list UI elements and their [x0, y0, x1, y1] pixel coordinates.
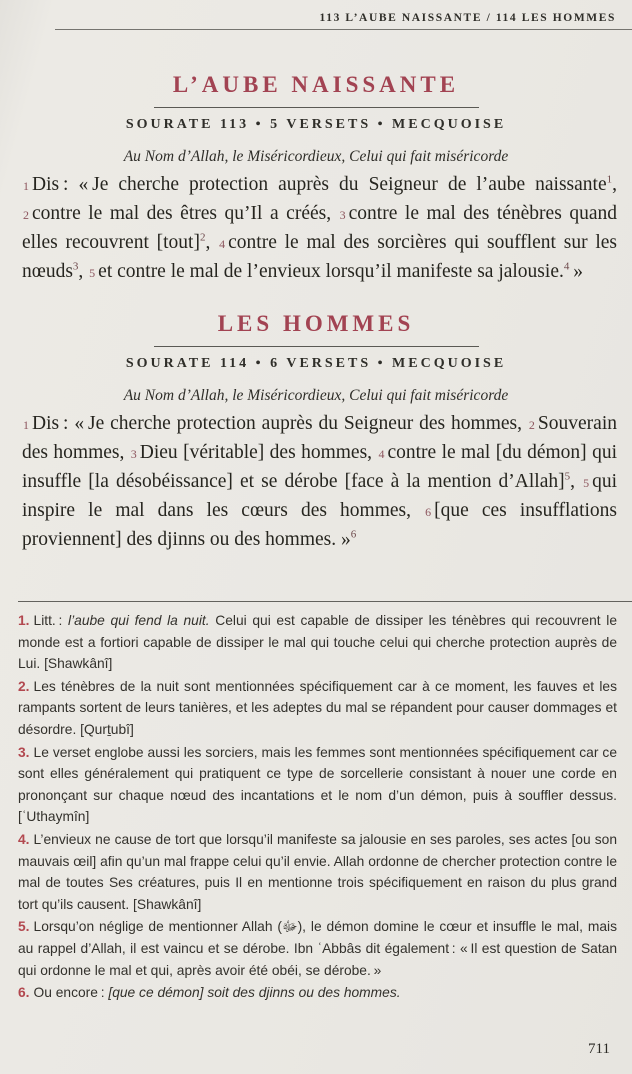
- text-run: Les ténèbres de la nuit sont mentionnées spécifiquement car à ce moment, les fauves et les rampants sortent de leurs tanières, et les adeptes du mal se répandent pour causer dommages et désordre. [Qurṯubî]: [18, 678, 617, 737]
- footnote-ref: 4: [563, 260, 570, 273]
- footnote-text: [34, 985, 401, 1000]
- text-run: contre le mal des êtres qu’Il a créés,: [32, 203, 339, 224]
- text-run: Le verset englobe aussi les sorciers, mais les femmes sont mentionnées spécifiquement car ce sont elles généralement qui pratiquent ce type de sorcellerie consistant à nouer une corde en prononçant sur chaque nœud des incantations et le nom d’un démon, puis à souffler dessus. [ʿUthaymîn]: [18, 744, 617, 825]
- footnote-ref: 5: [564, 470, 571, 483]
- sura-114-subtitle: SOURATE 114 • 6 VERSETS • MECQUOISE: [125, 356, 507, 371]
- footnote-number: 6.: [18, 985, 30, 1001]
- footnote-6: [18, 982, 617, 1004]
- header-rule: [55, 29, 632, 30]
- text-run: qui inspire le mal dans les cœurs des hommes,: [22, 471, 617, 521]
- footnote-4: [18, 829, 617, 915]
- sura-113-bismillah: Au Nom d’Allah, le Miséricordieux, Celui qui fait miséricorde: [123, 148, 509, 165]
- text-run: Souverain des hommes,: [22, 413, 617, 463]
- text-run: L’envieux ne cause de tort que lorsqu’il manifeste sa jalousie en ses paroles, ses actes [ou son mauvais œil] afin qu’un mal frappe celui qu’il envie. Allah ordonne de chercher protection contre le mal de toutes Ses créatures, puis Il en mentionne trois spécifiquement en raison du plus grand tort qu’ils causent. [Shawkânî]: [18, 831, 617, 912]
- verse-number: 1: [23, 418, 29, 432]
- text-run: Lorsqu’on néglige de mentionner Allah (ﷻ), le démon domine le cœur et insuffle le mal, mais au rappel d’Allah, il est vaincu et se dérobe. Ibn ʿAbbâs dit également : « Il est question de Satan qui ordonne le mal et qui, après avoir été obéi, se dérobe. »: [18, 919, 617, 978]
- sura-113-title-rule: [154, 107, 479, 108]
- footnote-text: [18, 613, 617, 671]
- text-run: Litt. :: [33, 613, 69, 628]
- italic-run: l’aube qui fend la nuit.: [68, 613, 210, 628]
- text-run: Dis : « Je cherche protection auprès du Seigneur des hommes,: [32, 413, 528, 434]
- sura-113-subtitle: SOURATE 113 • 5 VERSETS • MECQUOISE: [125, 117, 507, 132]
- footnote-1: [18, 610, 617, 675]
- verse-number: 2: [23, 208, 29, 222]
- verse-number: 5: [583, 476, 590, 490]
- footnote-number: 4.: [18, 831, 30, 847]
- footnote-2: [18, 676, 617, 741]
- sura-114-title: LES HOMMES: [217, 311, 415, 336]
- footnote-text: [18, 832, 617, 912]
- text-run: ,: [612, 174, 617, 195]
- verse-number: 5: [89, 266, 96, 280]
- verse-number: 3: [339, 208, 346, 222]
- text-run: Celui qui est capable de dissiper les ténèbres qui recouvrent le monde est a fortiori capable de dissiper le mal qui touche celui qui cherche protection auprès de Lui. [Shawkânî]: [18, 613, 617, 672]
- text-run: contre le mal des sorcières qui soufflent sur les nœuds: [22, 232, 618, 282]
- sura-114-title-rule: [154, 346, 479, 347]
- footnote-number: 3.: [18, 744, 30, 760]
- text-run: contre le mal [du démon] qui insuffle [la désobéissance] et se dérobe [face à la mention d’Allah]: [22, 442, 617, 492]
- text-run: »: [569, 261, 584, 282]
- italic-run: [que ce démon] soit des djinns ou des hommes.: [108, 985, 401, 1001]
- verse-number: 2: [528, 418, 535, 432]
- text-run: ,: [570, 471, 583, 492]
- footnote-5: [18, 916, 617, 981]
- sura-113-section: [0, 72, 632, 287]
- footnote-text: [18, 745, 617, 825]
- text-run: Ou encore :: [33, 985, 109, 1001]
- footnote-number: 2.: [18, 678, 30, 694]
- verse-number: 3: [130, 447, 137, 461]
- footnote-text: [18, 919, 617, 977]
- footnote-text: [18, 679, 617, 737]
- footnote-number: 5.: [18, 919, 30, 935]
- sura-114-section: [0, 311, 632, 554]
- text-run: ,: [78, 261, 89, 282]
- running-header: 113 L’AUBE NAISSANTE / 114 LES HOMMES: [319, 12, 616, 24]
- footnote-3: [18, 742, 617, 828]
- text-run: [que ces insufflations proviennent] des djinns ou des hommes. »: [22, 500, 617, 550]
- verse-number: 4: [378, 447, 385, 461]
- footnote-ref: 3: [72, 260, 79, 273]
- text-run: Dieu [véritable] des hommes,: [139, 442, 378, 463]
- footnotes-block: [0, 602, 632, 1004]
- sura-113-verses: [0, 171, 632, 287]
- footnote-ref: 1: [606, 173, 613, 186]
- sura-114-bismillah: Au Nom d’Allah, le Miséricordieux, Celui qui fait miséricorde: [123, 387, 509, 404]
- text-run: et contre le mal de l’envieux lorsqu’il manifeste sa jalousie.: [98, 261, 564, 282]
- footnote-ref: 2: [199, 231, 206, 244]
- sura-113-title: L’AUBE NAISSANTE: [172, 72, 460, 97]
- text-run: contre le mal des ténèbres quand elles recouvrent [tout]: [22, 203, 617, 253]
- verse-number: 4: [219, 237, 226, 251]
- text-run: Dis : « Je cherche protection auprès du Seigneur de l’aube naissante: [32, 174, 607, 195]
- sura-114-verses: [0, 410, 632, 554]
- footnote-ref: 6: [350, 528, 357, 541]
- verse-number: 6: [425, 505, 432, 519]
- text-run: ,: [205, 232, 219, 253]
- verse-number: 1: [23, 179, 29, 193]
- page-number: 711: [588, 1041, 610, 1057]
- footnote-number: 1.: [18, 613, 30, 628]
